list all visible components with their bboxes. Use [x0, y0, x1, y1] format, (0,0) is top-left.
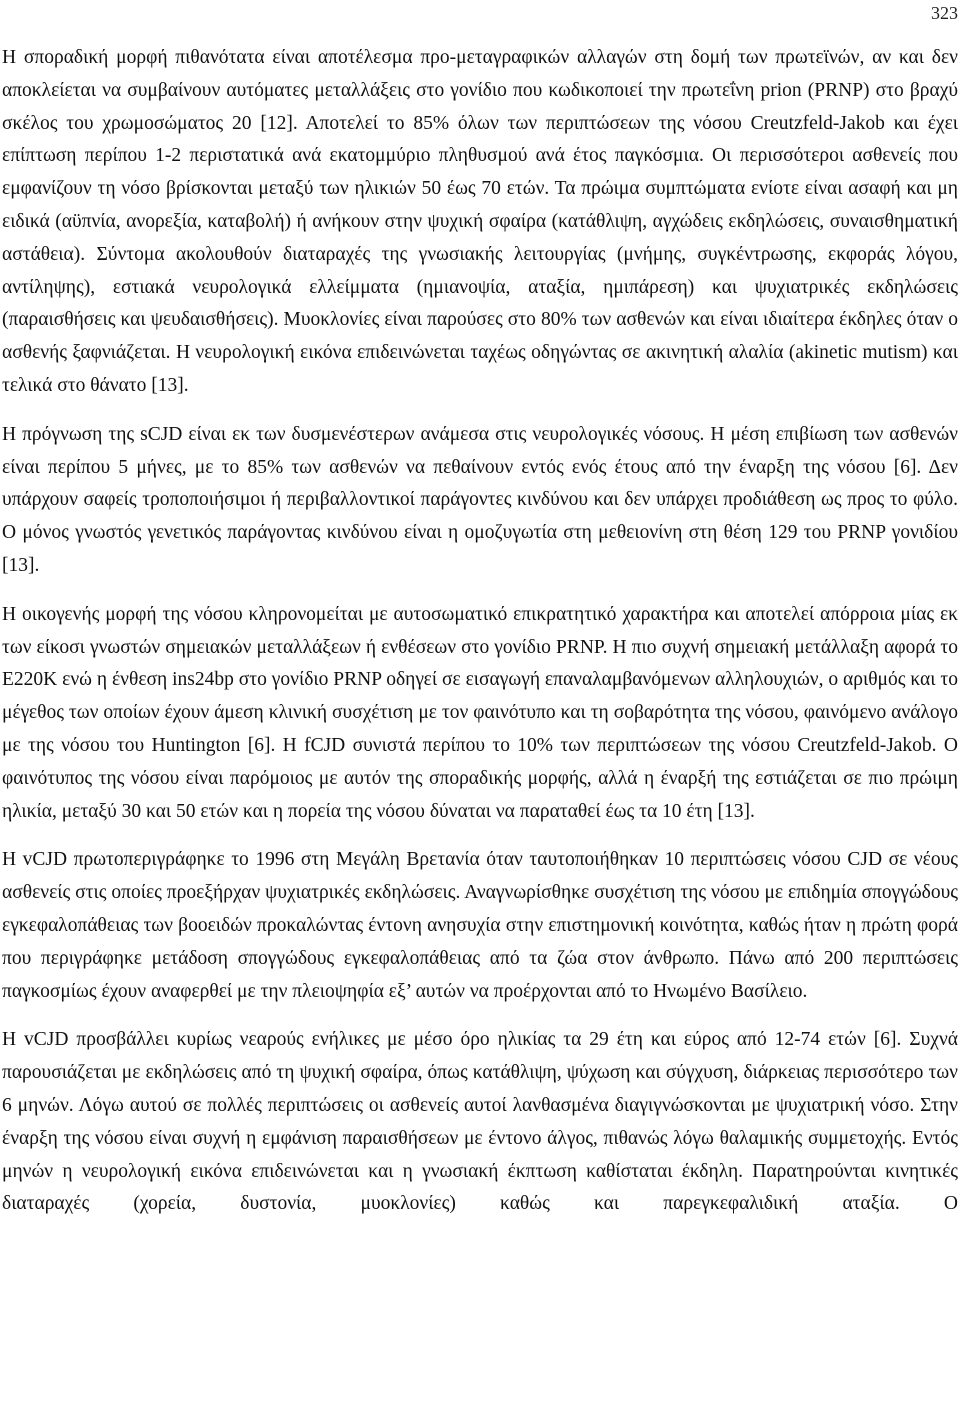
paragraph-scjd-description: Η σποραδική μορφή πιθανότατα είναι αποτέλεσμα προ-μεταγραφικών αλλαγών στη δομή των πρωτεϊνών, αν και δεν αποκλείεται να συμβαίνουν αυτόματες μεταλλάξεις στο γονίδιο που κωδικοποιεί την πρωτεΐνη prion (PRNP) στο βραχύ σκέλος του χρωμοσώματος 20 [12]. Αποτελεί το 85% όλων των περιπτώσεων της νόσου Creutzfeld-Jakob και έχει επίπτωση περίπου 1-2 περιστατικά ανά εκατομμύριο πληθυσμού ανά έτος παγκόσμια. Οι περισσότεροι ασθενείς που εμφανίζουν τη νόσο βρίσκονται μεταξύ των ηλικιών 50 έως 70 ετών. Τα πρώιμα συμπτώματα ενίοτε είναι ασαφή και μη ειδικά (αϋπνία, ανορεξία, καταβολή) ή ανήκουν στην ψυχική σφαίρα (κατάθλιψη, αγχώδεις εκδηλώσεις, συναισθηματική αστάθεια). Σύντομα ακολουθούν διαταραχές της γνωσιακής λειτουργίας (μνήμης, συγκέντρωσης, εκφοράς λόγου, αντίληψης), εστιακά νευρολογικά ελλείμματα (ημιανοψία, αταξία, ημιπάρεση) και ψυχιατρικές εκδηλώσεις (παραισθήσεις και ψευδαισθήσεις). Μυοκλονίες είναι παρούσες στο 80% των ασθενών και είναι ιδιαίτερα έκδηλες όταν ο ασθενής ξαφνιάζεται. Η νευρολογική εικόνα επιδεινώνεται ταχέως οδηγώντας σε ακινητική αλαλία (akinetic mutism) και τελικά στο θάνατο [13].	[2, 47, 958, 396]
paragraph-scjd-prognosis: Η πρόγνωση της sCJD είναι εκ των δυσμενέστερων ανάμεσα στις νευρολογικές νόσους. Η μέση επιβίωση των ασθενών είναι περίπου 5 μήνες, με το 85% των ασθενών να πεθαίνουν εντός ενός έτους από την έναρξη της νόσου [6]. Δεν υπάρχουν σαφείς τροποποιήσιμοι ή περιβαλλοντικοί παράγοντες κινδύνου και δεν υπάρχει προδιάθεση ως προς το φύλο. Ο μόνος γνωστός γενετικός παράγοντας κινδύνου είναι η ομοζυγωτία στη μεθειονίνη στη θέση 129 του PRNP γονιδίου [13].	[2, 423, 958, 576]
body-text	[2, 42, 958, 1221]
paragraph-familial-form: Η οικογενής μορφή της νόσου κληρονομείται με αυτοσωματικό επικρατητικό χαρακτήρα και αποτελεί απόρροια μίας εκ των είκοσι γνωστών σημειακών μεταλλάξεων ή ενθέσεων στο γονίδιο PRNP. Η πιο συχνή σημειακή μετάλλαξη αφορά το E220K ενώ η ένθεση ins24bp στο γονίδιο PRNP οδηγεί σε εισαγωγή επαναλαμβανόμενων αλληλουχιών, ο αριθμός και το μέγεθος των οποίων έχουν άμεση κλινική συσχέτιση με τον φαινότυπο και τη σοβαρότητα της νόσου, φαινόμενο ανάλογο με της νόσου του Huntington [6]. Η fCJD συνιστά περίπου το 10% των περιπτώσεων της νόσου Creutzfeld-Jakob. Ο φαινότυπος της νόσου είναι παρόμοιος με αυτόν της σποραδικής μορφής, αλλά η έναρξή της εστιάζεται σε πιο πρώιμη ηλικία, μεταξύ 30 και 50 ετών και η πορεία της νόσου δύναται να παραταθεί έως τα 10 έτη [13].	[2, 603, 958, 822]
paragraph-vcjd-clinical: Η vCJD προσβάλλει κυρίως νεαρούς ενήλικες με μέσο όρο ηλικίας τα 29 έτη και εύρος από 12-74 ετών [6]. Συχνά παρουσιάζεται με εκδηλώσεις από τη ψυχική σφαίρα, όπως κατάθλιψη, ψύχωση και σύγχυση, διάρκειας περισσότερο των 6 μηνών. Λόγω αυτού σε πολλές περιπτώσεις οι ασθενείς αυτοί λανθασμένα διαγιγνώσκονται με ψυχιατρική νόσο. Στην έναρξη της νόσου είναι συχνή η εμφάνιση παραισθήσεων με έντονο άλγος, πιθανώς λόγω θαλαμικής συμμετοχής. Εντός μηνών η νευρολογική εικόνα επιδεινώνεται και η γνωσιακή έκπτωση καθίσταται έκδηλη. Παρατηρούνται κινητικές διαταραχές (χορεία, δυστονία, μυοκλονίες) καθώς και παρεγκεφαλιδική αταξία. Ο	[2, 1029, 958, 1215]
page-number: 323	[931, 3, 958, 23]
paragraph-vcjd-history: Η vCJD πρωτοπεριγράφηκε το 1996 στη Μεγάλη Βρετανία όταν ταυτοποιήθηκαν 10 περιπτώσεις νόσου CJD σε νέους ασθενείς στις οποίες προεξήρχαν ψυχιατρικές εκδηλώσεις. Αναγνωρίσθηκε συσχέτιση της νόσου με επιδημία σπογγώδους εγκεφαλοπάθειας των βοοειδών προκαλώντας έντονη ανησυχία στην επιστημονική κοινότητα, καθώς ήταν η πρώτη φορά που περιγράφηκε μετάδοση σπογγώδους εγκεφαλοπάθειας από τα ζώα στον άνθρωπο. Πάνω από 200 περιπτώσεις παγκοσμίως έχουν αναφερθεί με την πλειοψηφία εξ’ αυτών να προέρχονται από το Ηνωμένο Βασίλειο.	[2, 849, 958, 1002]
